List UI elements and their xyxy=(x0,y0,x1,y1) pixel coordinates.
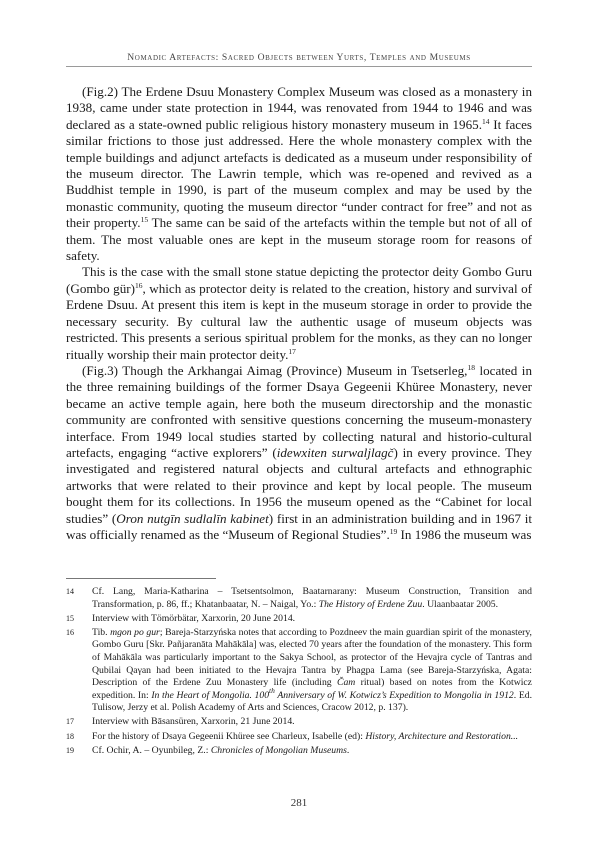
paragraph xyxy=(66,363,532,543)
text-run: Tib. xyxy=(92,626,111,638)
footnote xyxy=(66,586,532,611)
italic-text: In the Heart of Mongolia. 100 xyxy=(151,689,270,701)
footnote xyxy=(66,745,532,758)
header-rule xyxy=(66,66,532,67)
footnote-ref: 18 xyxy=(467,362,475,372)
body-text xyxy=(66,84,532,543)
italic-text: Chronicles of Mongolian Museums xyxy=(210,744,347,756)
text-run: (Fig.2) The Erdene Dsuu Monastery Complex Museum was closed as a monastery in 1938, came under state protection in 1944, was renovated from 1944 to 1946 and was declared as a state-owned public religious history monastery museum in 1965. xyxy=(66,84,532,132)
footnote-text xyxy=(92,586,532,610)
footnote-number: 19 xyxy=(66,745,74,755)
text-run: (Fig.3) Though the Arkhangai Aimag (Province) Museum in Tsetserleg, xyxy=(82,362,468,378)
footnote-number: 18 xyxy=(66,731,74,741)
footnote-number: 17 xyxy=(66,717,74,727)
italic-text: The History of Erdene Zuu xyxy=(318,598,423,610)
footnote-ref: 19 xyxy=(389,526,398,536)
text-run: Cf. Lang, Maria-Katharina – Tsetsentsolmon, Baatarnarany: Museum Construction, Transition and Transformation, p. 86, ff.; Khatanbaatar, N. – Naigal, Yo.: xyxy=(92,586,532,610)
page-number: 281 xyxy=(290,797,308,809)
text-run: Interview with Bāsansüren, Xarxorin, 21 June 2014. xyxy=(92,716,295,728)
text-run: located in the three remaining buildings of the former Dsaya Gegeenii Khüree Monastery, never became an active temple again, here both the museum directorship and the monastic community are confronted with sensitive questions concerning the museum-monastery interface. From 1949 local studies started by collecting natural and historio-cultural artefacts, engaging “active explorers” ( xyxy=(66,362,532,460)
text-run: Interview with Tömörbätar, Xarxorin, 20 June 2014. xyxy=(92,612,296,624)
text-run: ritual) based on notes from the Kotwicz expedition. In: xyxy=(92,677,532,701)
footnote-text xyxy=(92,731,518,742)
footnote xyxy=(66,613,532,626)
superscript-text: th xyxy=(269,685,275,695)
text-run: . Ed. Tulisow, Jerzy et al. Polish Academy of Arts and Sciences, Cracow 2012, p. 137). xyxy=(92,689,532,714)
footnote-rule xyxy=(66,578,216,579)
text-run: ) in every province. They investigated and registered natural objects and cultural artefacts and ethnographic artworks that were related to their province and kept by local people. The museum bought them for its collections. In 1956 the museum opened as the “Cabinet for local studies” ( xyxy=(66,444,532,526)
footnote-number: 14 xyxy=(66,587,74,596)
text-run: ; Bareja-Starzyńska notes that according to Pozdneev the main guardian spirit of the monastery, Gombo Guru [Skr. Pañjaranāta Mahākāla] was, elected 70 years after the foundation of the monastery. This form of Mahākāla was particularly important to the Sakya School, as protector of the Hevajra cycle of Tantras and Qubilai Qaγan had been initiated to the Hevajra Tantra by Phagpa Lama (see Bareja-Starzyńska, Agata: Description of the Erdene Zuu Monastery life (including xyxy=(92,626,532,689)
text-run: ) first in an administration building and in 1967 it was officially renamed as the “Museum of Regional Studies”. xyxy=(66,510,532,542)
footnote-ref: 16 xyxy=(134,280,143,290)
text-run: Cf. Ochir, A. – Oyunbileg, Z.: xyxy=(92,744,211,756)
footnotes xyxy=(66,586,532,759)
text-run: . Ulaanbaatar 2005. xyxy=(422,598,499,610)
italic-text: History, Architecture and Restoration... xyxy=(365,730,519,742)
footnote-text xyxy=(92,716,295,727)
italic-text: Čam xyxy=(336,677,356,689)
italic-text: idewxiten surwaljlagč xyxy=(276,444,394,460)
paragraph xyxy=(66,84,532,264)
italic-text: Oron nutgīn sudlalīn kabinet xyxy=(116,510,269,526)
footnote-text xyxy=(92,745,349,756)
running-head: Nomadic Artefacts: Sacred Objects between Yurts, Temples and Museums xyxy=(127,52,471,63)
text-run: , which as protector deity is related to the creation, history and survival of Erdene Dsuu. At present this item is kept in the museum storage in order to provide the necessary security. By cultural law the authentic usage of museum objects was restricted. This presents a serious spiritual problem for the monks, as they can no longer ritually worship their main protector deity. xyxy=(66,280,533,362)
text-run: For the history of Dsaya Gegeenii Khüree see Charleux, Isabelle (ed): xyxy=(92,730,366,742)
text-run: The same can be said of the artefacts within the temple but not of all of them. The most valuable ones are kept in the museum storage room for reasons of safety. xyxy=(66,215,532,264)
footnote xyxy=(66,627,532,715)
text-run: It faces similar frictions to those just addressed. Here the whole monastery complex with the temple buildings and adjunct artefacts is dedicated as a museum under responsibility of the museum director. The Lawrin temple, which was re-opened and revived as a Buddhist temple in 1990, is part of the museum complex and may be used by the monastic community, quoting the museum director “under contract for free” and not as their property. xyxy=(66,116,532,231)
italic-text: Anniversary of W. Kotwicz’s Expedition to Mongolia in 1912 xyxy=(274,689,514,701)
footnote-number: 15 xyxy=(66,613,74,623)
footnote-ref: 17 xyxy=(288,346,296,356)
text-run: In 1986 the museum was xyxy=(397,526,532,542)
footnote-ref: 15 xyxy=(140,215,149,225)
paragraph xyxy=(66,264,532,362)
footnote-text xyxy=(92,613,295,624)
footnote-ref: 14 xyxy=(481,116,490,126)
text-run: . xyxy=(346,744,350,756)
italic-text: mgon po gur xyxy=(110,626,160,638)
footnote xyxy=(66,731,532,744)
footnote xyxy=(66,716,532,729)
footnote-number: 16 xyxy=(66,627,74,637)
footnote-text xyxy=(92,627,532,714)
text-run: This is the case with the small stone statue depicting the protector deity Gombo Guru (Gombo gür) xyxy=(66,264,532,296)
